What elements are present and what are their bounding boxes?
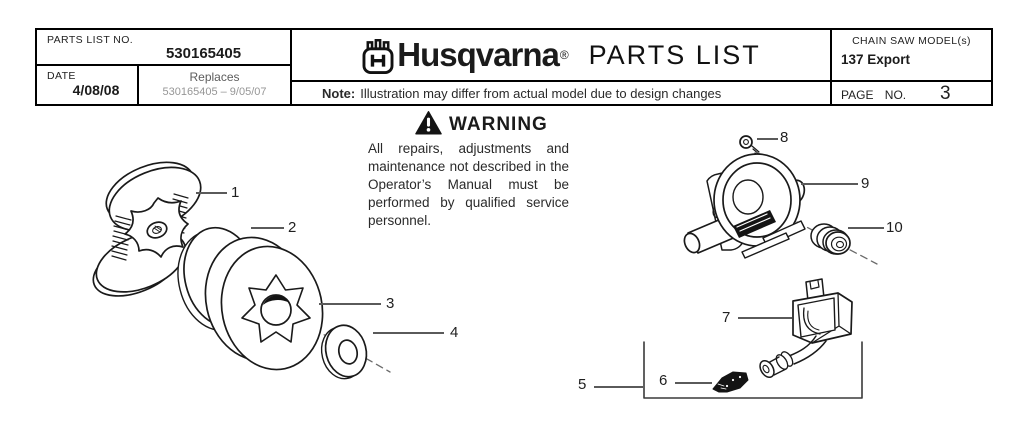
leader-line-5 — [594, 386, 643, 388]
part-callout-7: 7 — [722, 309, 731, 326]
part-callout-6: 6 — [659, 372, 668, 389]
leader-line-9 — [801, 183, 858, 185]
leader-line-3 — [319, 303, 381, 305]
warning-title: WARNING — [449, 114, 548, 135]
part-callout-5: 5 — [578, 376, 587, 393]
parts-list-no-value: 530165405 — [165, 45, 242, 62]
leader-line-10 — [848, 227, 884, 229]
date-label: DATE — [47, 70, 76, 82]
part-callout-2: 2 — [288, 219, 297, 236]
model-label: CHAIN SAW MODEL(s) — [852, 35, 971, 47]
leader-line-2 — [251, 227, 284, 229]
part-callout-10: 10 — [886, 219, 903, 236]
replaces-value: 530165405 – 9/05/07 — [162, 86, 267, 98]
page-number: 3 — [940, 83, 951, 104]
registered-mark: ® — [559, 48, 569, 62]
assembly-bracket — [644, 342, 862, 398]
warning-text: All repairs, adjustments and maintenance not described in the Operator’s Manual must be performed by qualified service personnel. — [368, 141, 569, 228]
document-title: PARTS LIST — [588, 39, 761, 70]
page-label: PAGE NO. — [841, 88, 907, 102]
leader-line-1 — [196, 192, 227, 194]
brand-wordmark: Husqvarna — [397, 36, 559, 73]
date-value: 4/08/08 — [72, 82, 120, 98]
part-callout-9: 9 — [861, 175, 870, 192]
replaces-label: Replaces — [189, 70, 240, 84]
washer-drawing — [316, 321, 371, 383]
part-callout-8: 8 — [780, 129, 789, 146]
oil-pickup-body-drawing — [757, 279, 852, 380]
worm-gear-drawing — [811, 224, 850, 254]
part-callout-4: 4 — [450, 324, 459, 341]
parts-list-no-label: PARTS LIST NO. — [47, 34, 134, 46]
leader-line-6 — [675, 382, 712, 384]
leader-line-7 — [738, 317, 792, 319]
leader-line-8 — [757, 138, 778, 140]
leader-line-4 — [373, 332, 444, 334]
oil-pump-drawing — [682, 154, 808, 258]
note-text: Illustration may differ from actual model due to design changes — [360, 85, 722, 101]
part-callout-1: 1 — [231, 184, 240, 201]
part-callout-3: 3 — [386, 295, 395, 312]
model-value: 137 Export — [841, 52, 911, 67]
oil-filter-drawing — [713, 372, 748, 392]
note-label: Note: — [322, 85, 356, 101]
